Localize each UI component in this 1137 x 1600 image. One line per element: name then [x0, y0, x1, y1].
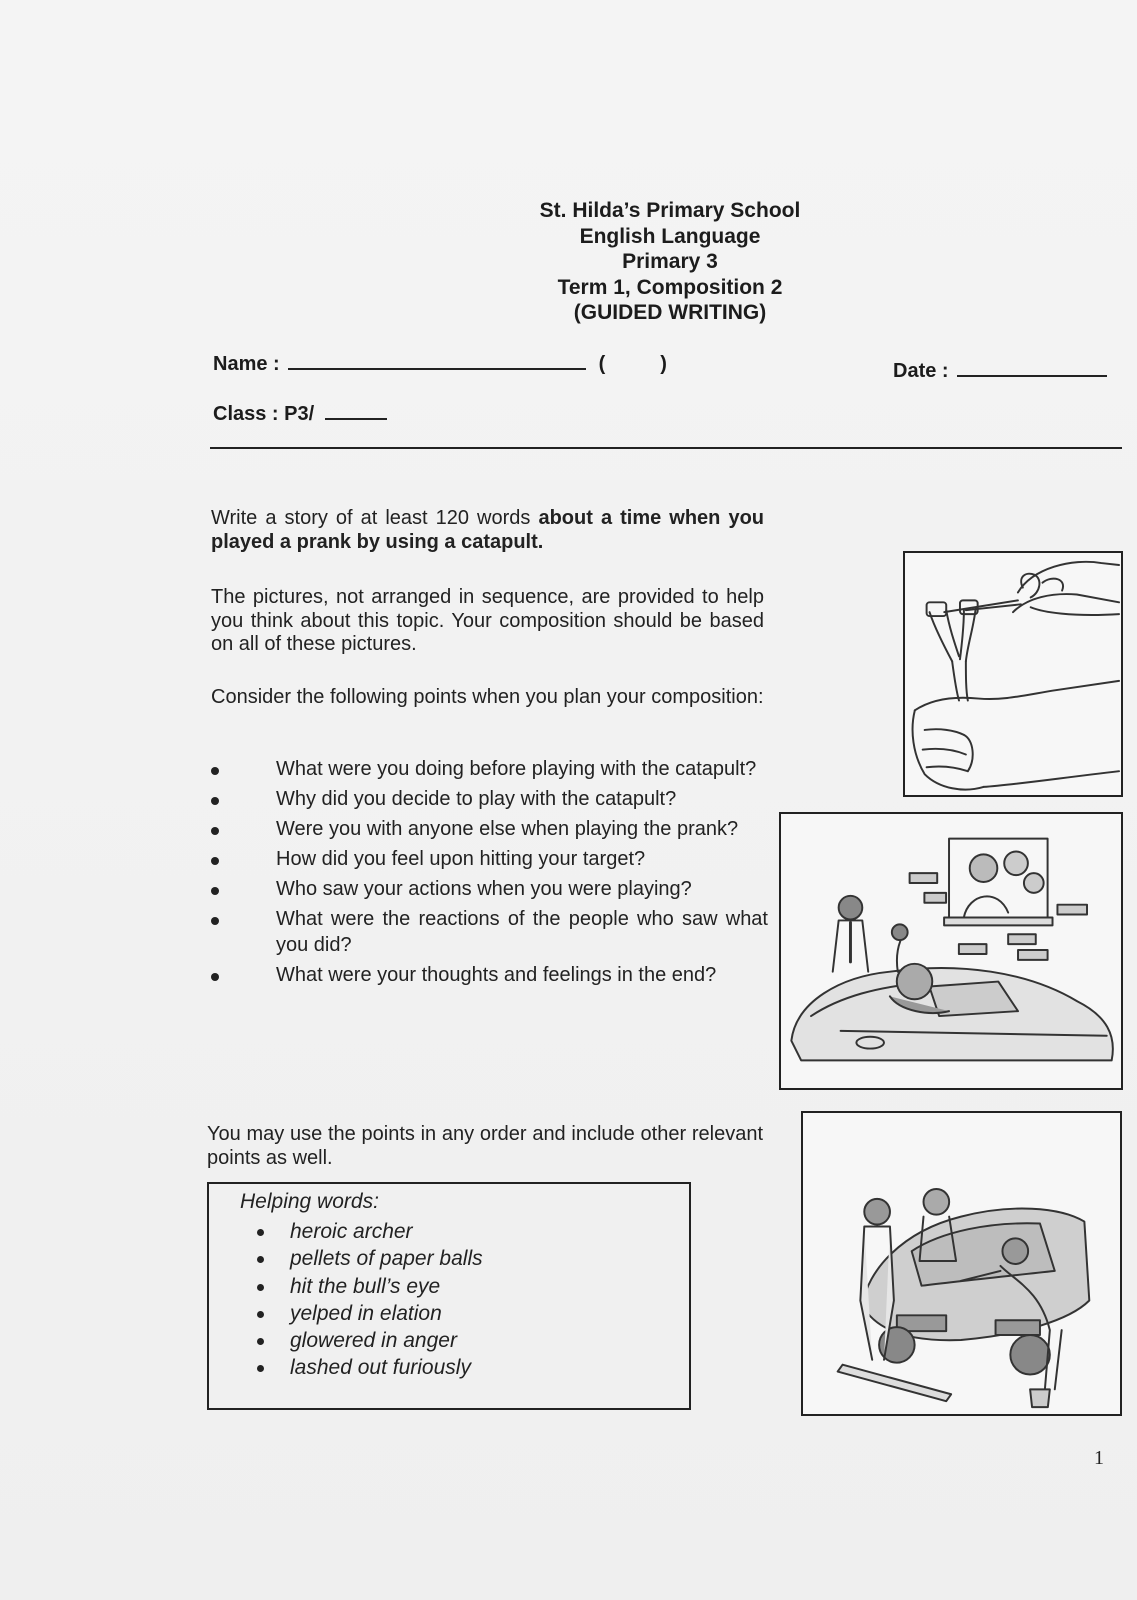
helping-words-title: Helping words:	[240, 1190, 379, 1213]
bullet-icon	[257, 1284, 264, 1291]
guiding-point	[208, 962, 768, 988]
index-close-paren: )	[660, 353, 667, 375]
guiding-point-text: What were you doing before playing with the catapult?	[276, 758, 757, 780]
guiding-point	[208, 816, 768, 842]
bullet-icon	[211, 857, 219, 865]
bullet-icon	[211, 917, 219, 925]
helping-word	[255, 1245, 483, 1272]
helping-word-text: glowered in anger	[290, 1329, 457, 1353]
level-name: Primary 3	[622, 250, 718, 273]
composition-type: (GUIDED WRITING)	[573, 301, 767, 324]
page-number: 1	[1094, 1447, 1104, 1469]
helping-word	[255, 1218, 483, 1245]
helping-words-list	[255, 1218, 483, 1382]
angry-driver-picture	[779, 812, 1123, 1090]
school-name: St. Hilda’s Primary School	[539, 199, 801, 222]
guiding-point	[208, 906, 768, 958]
bullet-icon	[257, 1365, 264, 1372]
helping-word	[255, 1327, 483, 1354]
helping-word-text: lashed out furiously	[290, 1356, 471, 1380]
header-divider	[210, 447, 1122, 449]
name-blank[interactable]	[288, 348, 586, 370]
guiding-points-list	[208, 756, 768, 992]
catapult-hand-illustration	[905, 553, 1121, 795]
term-name: Term 1, Composition 2	[557, 275, 783, 299]
guiding-point-text: What were your thoughts and feelings in the end?	[276, 964, 717, 986]
worksheet-header	[460, 198, 880, 326]
car-washing-picture	[801, 1111, 1122, 1416]
date-field-row	[893, 355, 1107, 383]
helping-word-text: yelped in elation	[290, 1301, 442, 1325]
guiding-point-text: Who saw your actions when you were playing?	[276, 878, 692, 900]
angry-driver-illustration	[781, 814, 1121, 1088]
index-open-paren: (	[598, 353, 606, 375]
guiding-point	[208, 846, 768, 872]
guiding-point-text: Why did you decide to play with the catapult?	[276, 788, 677, 810]
task-paragraph	[211, 507, 764, 554]
date-label: Date :	[893, 360, 949, 382]
guiding-point	[208, 756, 768, 782]
bullet-icon	[211, 767, 219, 775]
car-washing-illustration	[803, 1113, 1120, 1414]
date-blank[interactable]	[957, 355, 1107, 377]
name-label: Name :	[213, 353, 280, 375]
guiding-point-text: What were the reactions of the people who saw what you did?	[276, 908, 768, 956]
helping-word	[255, 1300, 483, 1327]
task-text: Write a story of at least 120 words	[211, 507, 539, 529]
bullet-icon	[211, 973, 219, 981]
bullet-icon	[211, 797, 219, 805]
guiding-point-text: Were you with anyone else when playing the prank?	[276, 818, 739, 840]
guiding-point	[208, 876, 768, 902]
guiding-point-text: How did you feel upon hitting your target?	[276, 848, 646, 870]
closing-paragraph: You may use the points in any order and include other relevant points as well.	[207, 1123, 763, 1169]
bullet-icon	[257, 1311, 264, 1318]
bullet-icon	[257, 1256, 264, 1263]
bullet-icon	[211, 827, 219, 835]
class-field-row	[213, 398, 387, 426]
helping-word	[255, 1354, 483, 1381]
class-blank[interactable]	[325, 398, 387, 420]
helping-word-text: heroic archer	[290, 1220, 413, 1243]
subject-name: English Language	[579, 224, 761, 248]
bullet-icon	[257, 1338, 264, 1345]
helping-word	[255, 1273, 483, 1300]
helping-word-text: hit the bull’s eye	[290, 1274, 441, 1298]
bullet-icon	[257, 1229, 264, 1236]
task-topic: about a time when you played a prank by using a catapult.	[211, 507, 765, 553]
pictures-note: The pictures, not arranged in sequence, are provided to help you think about this topic. Your composition should be based on all of these pictures.	[211, 586, 764, 655]
helping-word-text: pellets of paper balls	[290, 1247, 483, 1271]
catapult-hand-picture	[903, 551, 1123, 797]
name-field-row	[213, 348, 667, 376]
consider-paragraph: Consider the following points when you plan your composition:	[211, 686, 764, 708]
class-label: Class : P3/	[213, 403, 315, 425]
guiding-point	[208, 786, 768, 812]
bullet-icon	[211, 887, 219, 895]
